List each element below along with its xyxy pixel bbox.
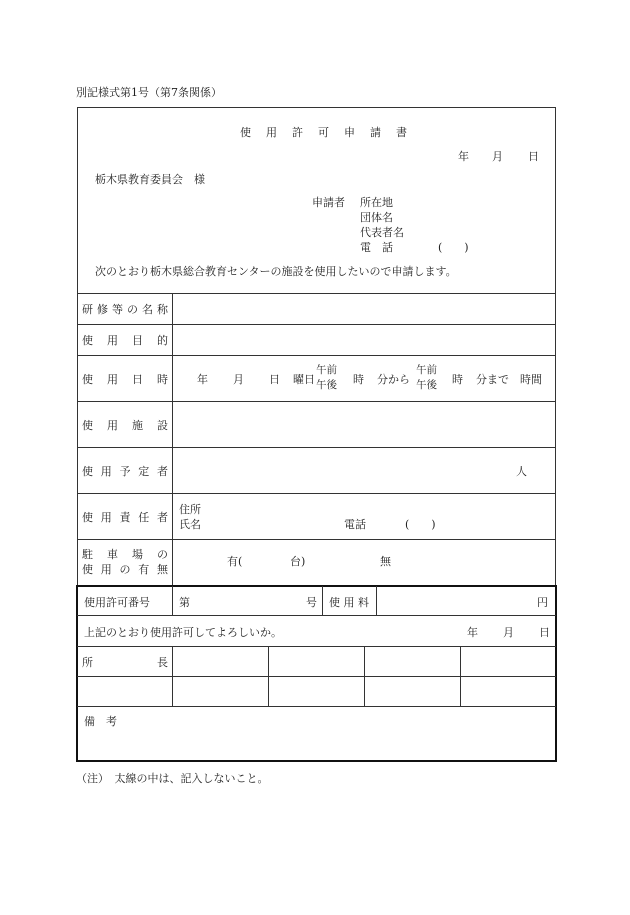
label-facility: 使 用 施 設 [82, 419, 168, 432]
dt-am2: 午前 [416, 364, 437, 376]
footnote: （注） 太線の中は、記入しないこと。 [76, 772, 269, 785]
dt-am: 午前 [316, 364, 337, 376]
approval-date-year: 年 [467, 626, 478, 639]
label-purpose: 使 用 目 的 [82, 334, 168, 347]
approval-date-day: 日 [539, 626, 550, 639]
date-month: 月 [492, 150, 503, 163]
form-number-note: 別記様式第1号（第7条関係） [76, 86, 222, 99]
label-manager: 使 用 責 任 者 [82, 511, 168, 524]
office-use-section [76, 585, 557, 762]
dt-hour2: 時 [452, 373, 463, 386]
request-statement: 次のとおり栃木県総合教育センターの施設を使用したいので申請します。 [95, 265, 457, 278]
dt-hours: 時間 [520, 373, 542, 386]
dt-day: 日 [269, 373, 280, 386]
manager-tel-label: 電話 [344, 518, 366, 531]
permit-number-label: 使用許可番号 [84, 596, 150, 609]
fee-yen: 円 [537, 596, 548, 609]
applicant-tel-paren: ( ) [438, 241, 469, 254]
parking-units: 台) [290, 555, 306, 568]
date-day: 日 [528, 150, 539, 163]
permit-number-prefix: 第 [179, 596, 190, 609]
dt-year: 年 [197, 373, 208, 386]
manager-tel-paren: ( ) [405, 518, 436, 531]
people-unit: 人 [516, 465, 527, 478]
permit-number-suffix: 号 [306, 596, 317, 609]
fee-label: 使 用 料 [329, 596, 369, 609]
parking-yes: 有( [227, 555, 243, 568]
approval-statement: 上記のとおり使用許可してよろしいか。 [84, 626, 282, 639]
dt-pm: 午後 [316, 379, 337, 391]
dt-until: 分まで [476, 373, 509, 386]
dt-pm2: 午後 [416, 379, 437, 391]
remarks-label: 備 考 [84, 715, 117, 728]
label-datetime: 使 用 日 時 [82, 373, 168, 386]
approval-date-month: 月 [503, 626, 514, 639]
applicant-org-label: 団体名 [360, 211, 393, 224]
date-year: 年 [458, 150, 469, 163]
label-planned-users: 使 用 予 定 者 [82, 465, 168, 478]
director-label: 所 長 [82, 656, 168, 669]
label-parking-line1: 駐 車 場 の [82, 548, 168, 561]
manager-address-label: 住所 [179, 503, 201, 516]
parking-no: 無 [380, 555, 391, 568]
applicant-label: 申請者 [312, 196, 345, 209]
dt-from: 分から [377, 373, 410, 386]
manager-name-label: 氏名 [179, 518, 201, 531]
dt-weekday: 曜日 [293, 373, 315, 386]
applicant-tel-label: 電 話 [360, 241, 393, 254]
form-title: 使 用 許 可 申 請 書 [240, 126, 409, 139]
applicant-address-label: 所在地 [360, 196, 393, 209]
label-training-name: 研 修 等 の 名 称 [82, 303, 168, 316]
dt-month: 月 [233, 373, 244, 386]
dt-hour: 時 [353, 373, 364, 386]
addressee: 栃木県教育委員会 様 [95, 173, 205, 186]
applicant-rep-label: 代表者名 [360, 226, 404, 239]
label-parking-line2: 使 用 の 有 無 [82, 563, 168, 576]
